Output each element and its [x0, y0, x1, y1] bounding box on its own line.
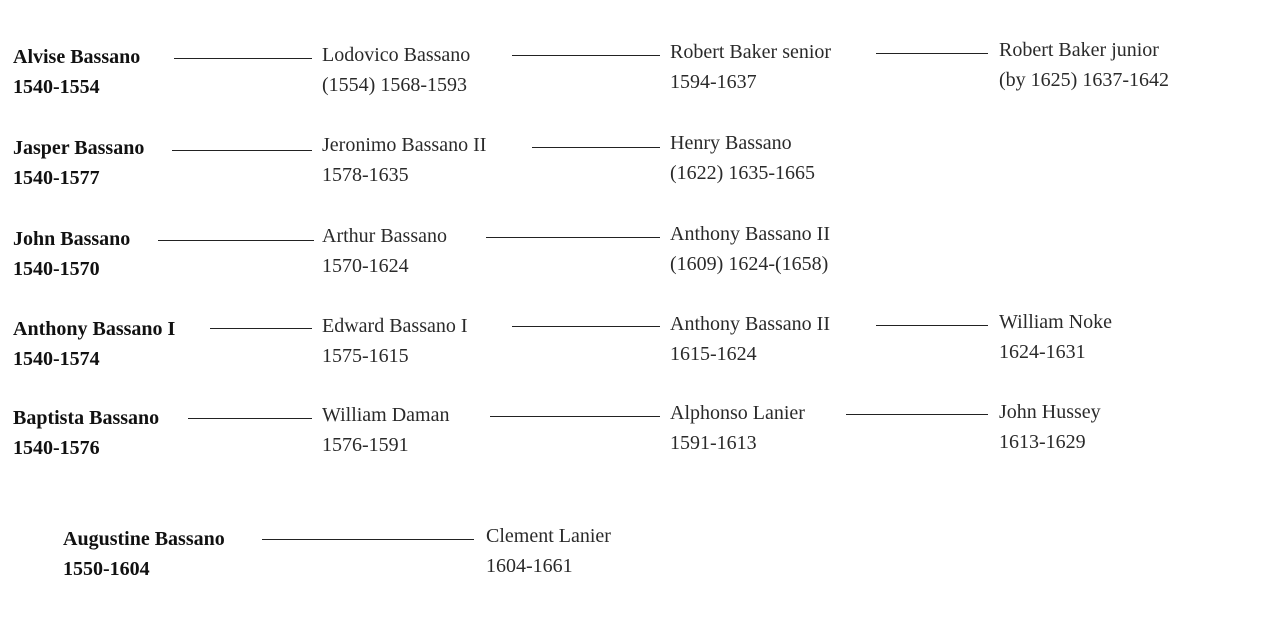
- person-entry: [999, 397, 1101, 457]
- succession-line: [512, 55, 660, 56]
- person-name: Edward Bassano I: [322, 315, 468, 337]
- person-entry: [670, 219, 830, 279]
- person-name: John Bassano: [13, 228, 131, 250]
- succession-line: [158, 240, 314, 241]
- succession-line: [174, 58, 312, 59]
- succession-line: [532, 147, 660, 148]
- succession-line: [876, 325, 988, 326]
- succession-line: [210, 328, 312, 329]
- person-name: Lodovico Bassano: [322, 44, 471, 66]
- person-entry: [63, 524, 225, 584]
- person-years: 1550-1604: [63, 558, 150, 580]
- person-years: (1609) 1624-(1658): [670, 253, 829, 275]
- person-years: (1554) 1568-1593: [322, 74, 467, 96]
- person-years: 1594-1637: [670, 71, 757, 93]
- person-entry: [999, 35, 1169, 95]
- person-entry: [13, 403, 159, 463]
- person-name: Anthony Bassano II: [670, 223, 830, 245]
- person-name: Baptista Bassano: [13, 407, 160, 429]
- succession-line: [490, 416, 660, 417]
- person-entry: [13, 133, 144, 193]
- person-years: (1622) 1635-1665: [670, 162, 815, 184]
- person-entry: [13, 224, 130, 284]
- person-entry: [670, 37, 831, 97]
- person-name: William Daman: [322, 404, 450, 426]
- person-years: 1624-1631: [999, 341, 1086, 363]
- person-years: 1578-1635: [322, 164, 409, 186]
- person-name: Clement Lanier: [486, 525, 611, 547]
- person-entry: [670, 128, 815, 188]
- person-entry: [13, 42, 140, 102]
- person-years: 1540-1570: [13, 258, 100, 280]
- succession-line: [188, 418, 312, 419]
- succession-line: [486, 237, 660, 238]
- person-name: Arthur Bassano: [322, 225, 447, 247]
- person-name: Alvise Bassano: [13, 46, 141, 68]
- person-entry: [322, 40, 470, 100]
- person-years: 1591-1613: [670, 432, 757, 454]
- person-name: Robert Baker senior: [670, 41, 832, 63]
- person-entry: [322, 130, 486, 190]
- person-name: Jeronimo Bassano II: [322, 134, 487, 156]
- person-name: Anthony Bassano I: [13, 318, 176, 340]
- person-years: 1575-1615: [322, 345, 409, 367]
- person-years: 1604-1661: [486, 555, 573, 577]
- person-name: Alphonso Lanier: [670, 402, 805, 424]
- person-years: (by 1625) 1637-1642: [999, 69, 1169, 91]
- person-entry: [322, 221, 447, 281]
- succession-line: [512, 326, 660, 327]
- succession-line: [876, 53, 988, 54]
- person-name: Augustine Bassano: [63, 528, 225, 550]
- person-name: William Noke: [999, 311, 1113, 333]
- person-entry: [486, 521, 611, 581]
- person-years: 1613-1629: [999, 431, 1086, 453]
- person-entry: [322, 311, 468, 371]
- person-years: 1615-1624: [670, 343, 757, 365]
- succession-line: [262, 539, 474, 540]
- person-name: Henry Bassano: [670, 132, 792, 154]
- person-entry: [670, 398, 805, 458]
- person-years: 1576-1591: [322, 434, 409, 456]
- person-years: 1540-1576: [13, 437, 100, 459]
- succession-line: [172, 150, 312, 151]
- person-years: 1540-1577: [13, 167, 100, 189]
- person-entry: [670, 309, 830, 369]
- person-name: Jasper Bassano: [13, 137, 145, 159]
- person-years: 1570-1624: [322, 255, 409, 277]
- succession-line: [846, 414, 988, 415]
- person-entry: [322, 400, 450, 460]
- person-name: Robert Baker junior: [999, 39, 1159, 61]
- person-name: John Hussey: [999, 401, 1101, 423]
- person-name: Anthony Bassano II: [670, 313, 830, 335]
- person-years: 1540-1554: [13, 76, 100, 98]
- person-entry: [999, 307, 1112, 367]
- person-years: 1540-1574: [13, 348, 100, 370]
- person-entry: [13, 314, 175, 374]
